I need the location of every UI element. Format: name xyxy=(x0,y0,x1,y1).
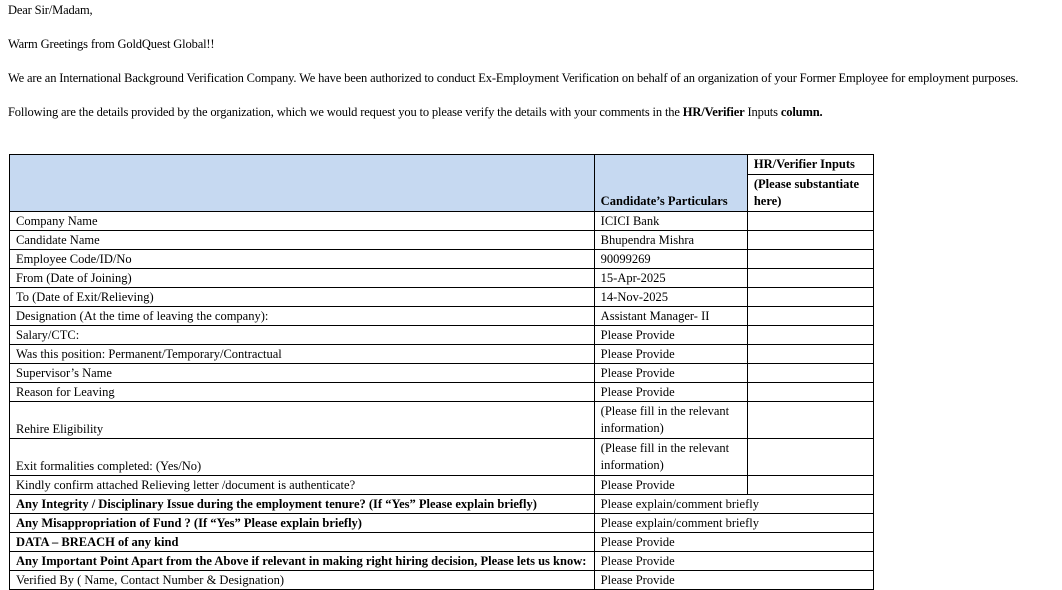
row-value: 90099269 xyxy=(594,250,747,269)
table-row xyxy=(10,571,874,590)
row-value: Please Provide xyxy=(594,383,747,402)
row-label: Employee Code/ID/No xyxy=(10,250,595,269)
hr-input-cell[interactable] xyxy=(747,364,873,383)
row-label: Exit formalities completed: (Yes/No) xyxy=(10,439,595,476)
row-label: Company Name xyxy=(10,212,595,231)
table-row xyxy=(10,495,874,514)
hr-input-cell[interactable] xyxy=(747,383,873,402)
table-row xyxy=(10,326,874,345)
row-value: Assistant Manager- II xyxy=(594,307,747,326)
hr-input-cell[interactable] xyxy=(747,231,873,250)
row-value: Please Provide xyxy=(594,364,747,383)
header-candidate-particulars: Candidate’s Particulars xyxy=(594,155,747,212)
row-value: (Please fill in the relevant information) xyxy=(594,402,747,439)
row-value: 15-Apr-2025 xyxy=(594,269,747,288)
table-row xyxy=(10,231,874,250)
hr-input-cell[interactable] xyxy=(747,345,873,364)
row-value[interactable]: Please explain/comment briefly xyxy=(594,514,873,533)
table-row xyxy=(10,345,874,364)
row-label: Any Misappropriation of Fund ? (If “Yes” Please explain briefly) xyxy=(10,514,595,533)
row-label: Was this position: Permanent/Temporary/Contractual xyxy=(10,345,595,364)
row-value: (Please fill in the relevant information) xyxy=(594,439,747,476)
table-row xyxy=(10,364,874,383)
email-body xyxy=(0,0,1062,120)
hr-input-cell[interactable] xyxy=(747,212,873,231)
table-row xyxy=(10,514,874,533)
request-bold-column: column. xyxy=(780,105,823,119)
table-row xyxy=(10,476,874,495)
header-blank-cell xyxy=(10,155,595,212)
table-row xyxy=(10,269,874,288)
table-row xyxy=(10,288,874,307)
hr-input-cell[interactable] xyxy=(747,288,873,307)
row-value: ICICI Bank xyxy=(594,212,747,231)
table-row xyxy=(10,439,874,476)
table-row xyxy=(10,533,874,552)
table-row xyxy=(10,307,874,326)
row-value: Please Provide xyxy=(594,345,747,364)
verification-table xyxy=(9,154,874,590)
intro-paragraph: We are an International Background Verification Company. We have been authorized to conduct Ex-Employment Verification on behalf of an organization of your Former Employee for employment purposes. xyxy=(8,71,1019,85)
row-value[interactable]: Please Provide xyxy=(594,533,873,552)
row-value[interactable]: Please explain/comment briefly xyxy=(594,495,873,514)
header-hr-verifier-inputs: HR/Verifier Inputs xyxy=(747,155,873,175)
table-row xyxy=(10,383,874,402)
hr-input-cell[interactable] xyxy=(747,269,873,288)
row-label: Designation (At the time of leaving the company): xyxy=(10,307,595,326)
hr-input-cell[interactable] xyxy=(747,439,873,476)
row-value[interactable]: Please Provide xyxy=(594,552,873,571)
row-value: Please Provide xyxy=(594,326,747,345)
row-label: Verified By ( Name, Contact Number & Designation) xyxy=(10,571,595,590)
table-row xyxy=(10,402,874,439)
row-value[interactable]: Please Provide xyxy=(594,571,873,590)
salutation: Dear Sir/Madam, xyxy=(8,3,93,17)
hr-input-cell[interactable] xyxy=(747,402,873,439)
request-prefix: Following are the details provided by the organization, which we would request you to please verify the details with your comments in the xyxy=(8,105,683,119)
row-value: Bhupendra Mishra xyxy=(594,231,747,250)
table-header-row xyxy=(10,155,874,175)
table-row xyxy=(10,212,874,231)
request-bold-hr: HR/Verifier xyxy=(682,105,745,119)
row-label: Any Important Point Apart from the Above if relevant in making right hiring decision, Please lets us know: xyxy=(10,552,595,571)
table-row xyxy=(10,552,874,571)
hr-input-cell[interactable] xyxy=(747,326,873,345)
row-label: Rehire Eligibility xyxy=(10,402,595,439)
row-label: Supervisor’s Name xyxy=(10,364,595,383)
hr-input-cell[interactable] xyxy=(747,476,873,495)
row-label: To (Date of Exit/Relieving) xyxy=(10,288,595,307)
greeting: Warm Greetings from GoldQuest Global!! xyxy=(8,37,215,51)
row-value: 14-Nov-2025 xyxy=(594,288,747,307)
row-label: Reason for Leaving xyxy=(10,383,595,402)
row-label: Candidate Name xyxy=(10,231,595,250)
hr-input-cell[interactable] xyxy=(747,250,873,269)
row-label: Any Integrity / Disciplinary Issue during the employment tenure? (If “Yes” Please explain briefly) xyxy=(10,495,595,514)
table-row xyxy=(10,250,874,269)
row-label: From (Date of Joining) xyxy=(10,269,595,288)
row-label: Kindly confirm attached Relieving letter /document is authenticate? xyxy=(10,476,595,495)
row-value: Please Provide xyxy=(594,476,747,495)
request-mid: Inputs xyxy=(744,105,781,119)
row-label: DATA – BREACH of any kind xyxy=(10,533,595,552)
hr-input-cell[interactable] xyxy=(747,307,873,326)
row-label: Salary/CTC: xyxy=(10,326,595,345)
header-substantiate-note: (Please substantiate here) xyxy=(747,175,873,212)
request-paragraph xyxy=(8,105,1062,120)
